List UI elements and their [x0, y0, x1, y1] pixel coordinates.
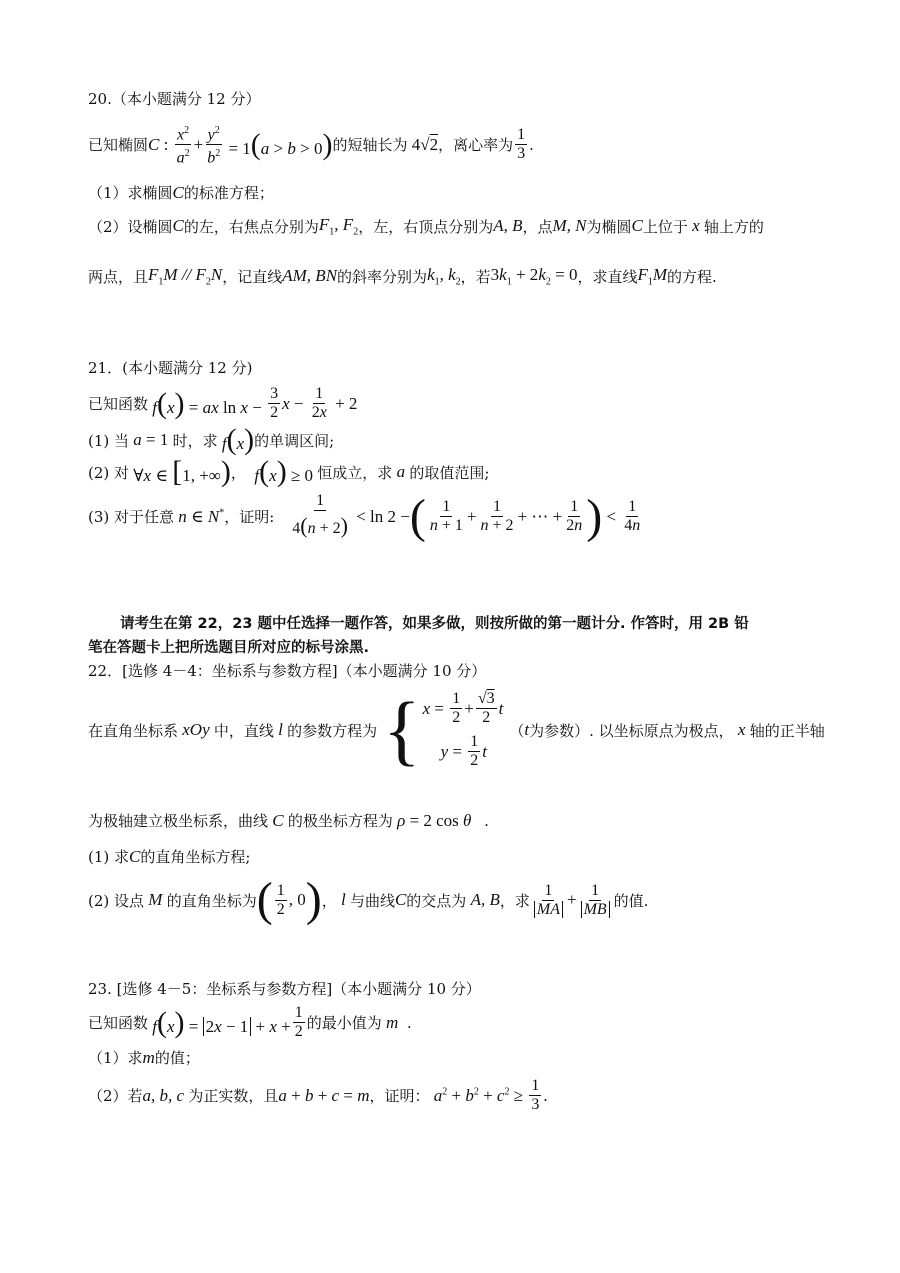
- q22-formula-m: M: [144, 890, 167, 909]
- q21-part3-a: (3) 对于任意: [88, 508, 175, 526]
- q20-stem-mid: 的短轴长为: [332, 136, 408, 155]
- instruction-line1-text: 请考生在第 22，23 题中任选择一题作答，如果多做，则按所做的第一题计分. 作答时，用 2B 铅: [120, 616, 749, 632]
- q20-frac-ecc: $\frac{1}{3}$: [517, 126, 526, 163]
- q22-frac-half: $\frac{1}{2}$: [276, 881, 285, 918]
- q20-formula-ellipse: C: [148, 134, 160, 154]
- q20-part2-c: ，左，右顶点分别为: [358, 217, 494, 236]
- q20-formula-parallel: $F_1M // F_2N$: [148, 265, 223, 288]
- q20-part2-f: 上位于: [642, 217, 688, 236]
- q20-part2-line2-e: ，求直线: [577, 267, 638, 286]
- q21-part2-c: 恒成立，求: [317, 463, 393, 482]
- q23-formula-ineq: $a^2 + b^2 + c^2$ ≥: [433, 1085, 528, 1105]
- q20-stem-end: .: [529, 135, 534, 154]
- q22-part2-f: ，求: [499, 891, 530, 910]
- q21-stem-text: 已知函数: [88, 395, 149, 413]
- q20-part2-e: 为椭圆: [586, 217, 632, 236]
- q22-formula-ab: A, B: [466, 890, 500, 909]
- q22-part2-c: ，: [321, 891, 337, 910]
- q23-part1-b: 的值；: [154, 1049, 200, 1067]
- q20-formula-lines: AM, BN: [282, 266, 338, 286]
- q23-part2: （2）若 a, b, c 为正实数，且 a + b + c = m ，证明： $a^2 + b^2 + c^2$ ≥ $\frac{1}{3}$ .: [88, 1077, 548, 1113]
- q22-part2-d: 与曲线: [349, 891, 395, 910]
- q21-formula-fx-ge0: f(x) ≥ 0: [254, 455, 318, 488]
- q20-part1-end: 的标准方程；: [183, 184, 274, 202]
- q22-formula-c3: C: [394, 890, 407, 909]
- q21-part2-b: ，: [230, 463, 246, 482]
- q21-formula-f: f(x) = ax ln x −: [152, 386, 267, 420]
- q22-formula-t: t: [524, 720, 530, 739]
- q23-stem-a: 已知函数: [88, 1014, 149, 1032]
- q22-stem: [88, 686, 825, 773]
- q22-formula-l2: l: [336, 890, 350, 909]
- q22-part1-a: (1) 求: [88, 848, 130, 866]
- q20-stem-mid2: ，离心率为: [438, 136, 514, 155]
- q23-frac-third: $\frac{1}{3}$: [531, 1077, 540, 1113]
- q22-heading-text: 22．[选修 4－4：坐标系与参数方程]（本小题满分 10 分）: [88, 662, 487, 680]
- q22-part2: (2) 设点 M 的直角坐标为 ( $\frac{1}{2}$ , 0 ) ， l 与曲线 C 的交点为 A, B ，求 $\frac{1}{MA}$ + $\frac{1}{MB}$ 的值.: [88, 873, 649, 926]
- q20-stem-prefix: 已知椭圆: [88, 136, 149, 155]
- q22-part1: [88, 846, 250, 867]
- q23-frac-half: $\frac{1}{2}$: [294, 1004, 303, 1040]
- q22-frac-mb: $\frac{1}{MB}$: [579, 882, 612, 919]
- q21-part1-b: 时，求: [172, 431, 218, 450]
- q20-part2-line2-f: 的方程.: [667, 267, 717, 286]
- q23-formula-abc: a, b, c: [142, 1085, 189, 1105]
- q22-stem-b: 中，直线: [213, 721, 274, 740]
- q22-stem-e: 为参数）. 以坐标原点为极点，: [529, 721, 734, 740]
- q23-part2-b: 为正实数，且: [188, 1087, 279, 1105]
- q22-part2-a: (2) 设点: [88, 891, 145, 910]
- q21-formula-a1: a = 1: [133, 430, 173, 449]
- q22-formula-c1: C: [268, 810, 288, 830]
- q21-heading: [88, 357, 252, 378]
- q22-formula-xoy: xOy: [178, 720, 214, 739]
- q23-part1: [88, 1047, 200, 1068]
- q20-part2-line2: [88, 265, 717, 287]
- q22-line2-a: 为极轴建立极坐标系，曲线: [88, 812, 269, 830]
- q20-formula-x: x: [687, 216, 704, 236]
- q20-part2-a: （2）设椭圆: [88, 217, 173, 236]
- q21-formula-a2: a: [392, 462, 410, 481]
- q20-formula-slopes: $k_1$, $k_2$: [427, 265, 461, 288]
- q22-stem-a: 在直角坐标系: [88, 721, 179, 740]
- q21-part2-d: 的取值范围;: [409, 463, 490, 482]
- q23-heading: [88, 978, 481, 999]
- instruction-line1: [120, 612, 749, 633]
- q23-part1-a: （1）求: [88, 1049, 143, 1067]
- q23-stem-c: .: [406, 1013, 412, 1032]
- q20-part2-d: ，点: [522, 217, 553, 236]
- q21-part1: [88, 425, 334, 455]
- q21-frac-1-2n: $\frac{1}{2n}$: [566, 498, 583, 534]
- q20-part2-line1: [88, 215, 764, 237]
- q23-part2-c: ，证明：: [369, 1087, 430, 1105]
- q21-frac-1-n1: $\frac{1}{n + 1}$: [429, 498, 463, 534]
- q21-part3: (3) 对于任意 n ∈ N* ，证明: $\frac{1}{4(n + 2)}$ < ln 2 − ( $\frac{1}{n + 1}$ + $\frac{1}{n + 2}$ + ⋯ + $\frac{1}{2n}$ ) < $\frac{1}{4n}$: [88, 489, 641, 543]
- q20-frac-x: $\frac{x^2}{a^2}$: [175, 122, 192, 168]
- q20-part2-b: 的左，右焦点分别为: [183, 217, 319, 236]
- q22-part2-e: 的交点为: [406, 891, 467, 910]
- q22-part2-b: 的直角坐标为: [166, 891, 257, 910]
- q21-frac-1-n2: $\frac{1}{n + 2}$: [480, 498, 514, 534]
- q20-part2-line2-c: 的斜率分别为: [337, 267, 428, 286]
- q22-line2-c: .: [484, 811, 489, 830]
- q22-frac-ma: $\frac{1}{MA}$: [532, 882, 565, 919]
- q20-formula-condition: $3k_1 + 2k_2 = 0$: [490, 265, 578, 288]
- q20-formula-mn: M, N: [552, 216, 587, 236]
- q22-param-system: { x = $\frac{1}{2}$ + $\frac{√3}{2}$ t y = $\frac{1}{2}$ t: [383, 686, 504, 773]
- q21-frac-3-2: $\frac{3}{2}$: [270, 385, 279, 421]
- q22-part1-b: 的直角坐标方程;: [140, 848, 251, 866]
- q20-formula-ab: A, B: [493, 216, 523, 236]
- q21-formula-n-in: n ∈ N*: [178, 506, 225, 526]
- q20-part1-text: （1）求椭圆: [88, 184, 173, 202]
- q20-part2-line2-b: ，记直线: [222, 267, 283, 286]
- q20-formula-foci: $F_1$, $F_2$: [318, 215, 359, 238]
- q20-heading-text: 20.（本小题满分 12 分）: [88, 90, 261, 108]
- q22-line2-b: 的极坐标方程为: [287, 812, 393, 830]
- q22-stem-f: 轴的正半轴: [749, 721, 825, 740]
- q23-stem: [88, 1004, 412, 1041]
- q21-frac-1-4n: $\frac{1}{4n}$: [624, 498, 641, 534]
- q21-part2-a: (2) 对: [88, 463, 130, 482]
- q22-formula-c2: C: [129, 846, 141, 866]
- q21-part2: [88, 457, 489, 487]
- q22-formula-l: l: [273, 720, 288, 739]
- q21-formula-fx1: f(x): [221, 423, 255, 456]
- q22-heading: [88, 660, 486, 681]
- q20-stem: 已知椭圆 C : $\frac{x^2}{a^2}$ + $\frac{y^2}{b^2}$ = 1(a > b > 0) 的短轴长为 4√2 ，离心率为 $\frac{1}{3}$ .: [88, 122, 534, 168]
- q21-part1-c: 的单调区间;: [254, 431, 335, 450]
- q23-part2-a: （2）若: [88, 1087, 143, 1105]
- q22-stem-d: （: [509, 721, 525, 740]
- q20-formula-minor-axis: 4√2: [407, 134, 439, 154]
- q20-part2-line2-d: ，若: [460, 267, 491, 286]
- q21-heading-text: 21．(本小题满分 12 分): [88, 359, 253, 377]
- q20-formula-c1: C: [172, 182, 184, 202]
- q23-formula-sum: a + b + c = m: [278, 1085, 370, 1105]
- q21-formula-forall: ∀x ∈ [1, +∞): [129, 455, 231, 488]
- q20-formula-c3: C: [631, 216, 643, 236]
- q21-frac-lower: $\frac{1}{4(n + 2)}$: [292, 492, 348, 538]
- q21-part1-a: (1) 当: [88, 431, 130, 450]
- q22-formula-polar: ρ = 2 cos θ: [397, 810, 472, 830]
- q21-stem: 已知函数 f(x) = ax ln x − $\frac{3}{2}$ x − $\frac{1}{2x}$ + 2: [88, 385, 358, 421]
- q22-formula-x: x: [733, 720, 750, 739]
- q20-formula-c2: C: [172, 216, 184, 236]
- q20-part2-line2-a: 两点，且: [88, 267, 149, 286]
- q22-stem-c: 的参数方程为: [287, 721, 378, 740]
- q23-formula-f: f(x) = 2x − 1 + x +: [152, 1005, 291, 1039]
- q21-frac-1-2x: $\frac{1}{2x}$: [311, 385, 327, 421]
- q20-part1: [88, 182, 274, 203]
- q22-part2-g: 的值.: [613, 891, 649, 910]
- q20-heading: [88, 88, 260, 109]
- q23-heading-text: 23. [选修 4－5：坐标系与参数方程]（本小题满分 10 分）: [88, 980, 481, 998]
- q22-line2: [88, 810, 489, 831]
- instruction-line2-text: 笔在答题卡上把所选题目所对应的标号涂黑.: [88, 640, 370, 656]
- instruction-line2: [88, 636, 369, 657]
- q20-formula-f1m: $F_1M$: [637, 265, 668, 288]
- q21-part3-b: ，证明:: [224, 508, 275, 526]
- q23-stem-b: 的最小值为: [306, 1014, 382, 1032]
- q20-part2-g: 轴上方的: [703, 217, 764, 236]
- q23-formula-m2: m: [142, 1047, 155, 1067]
- q23-formula-m1: m: [381, 1012, 407, 1032]
- q20-frac-y: $\frac{y^2}{b^2}$: [205, 122, 222, 168]
